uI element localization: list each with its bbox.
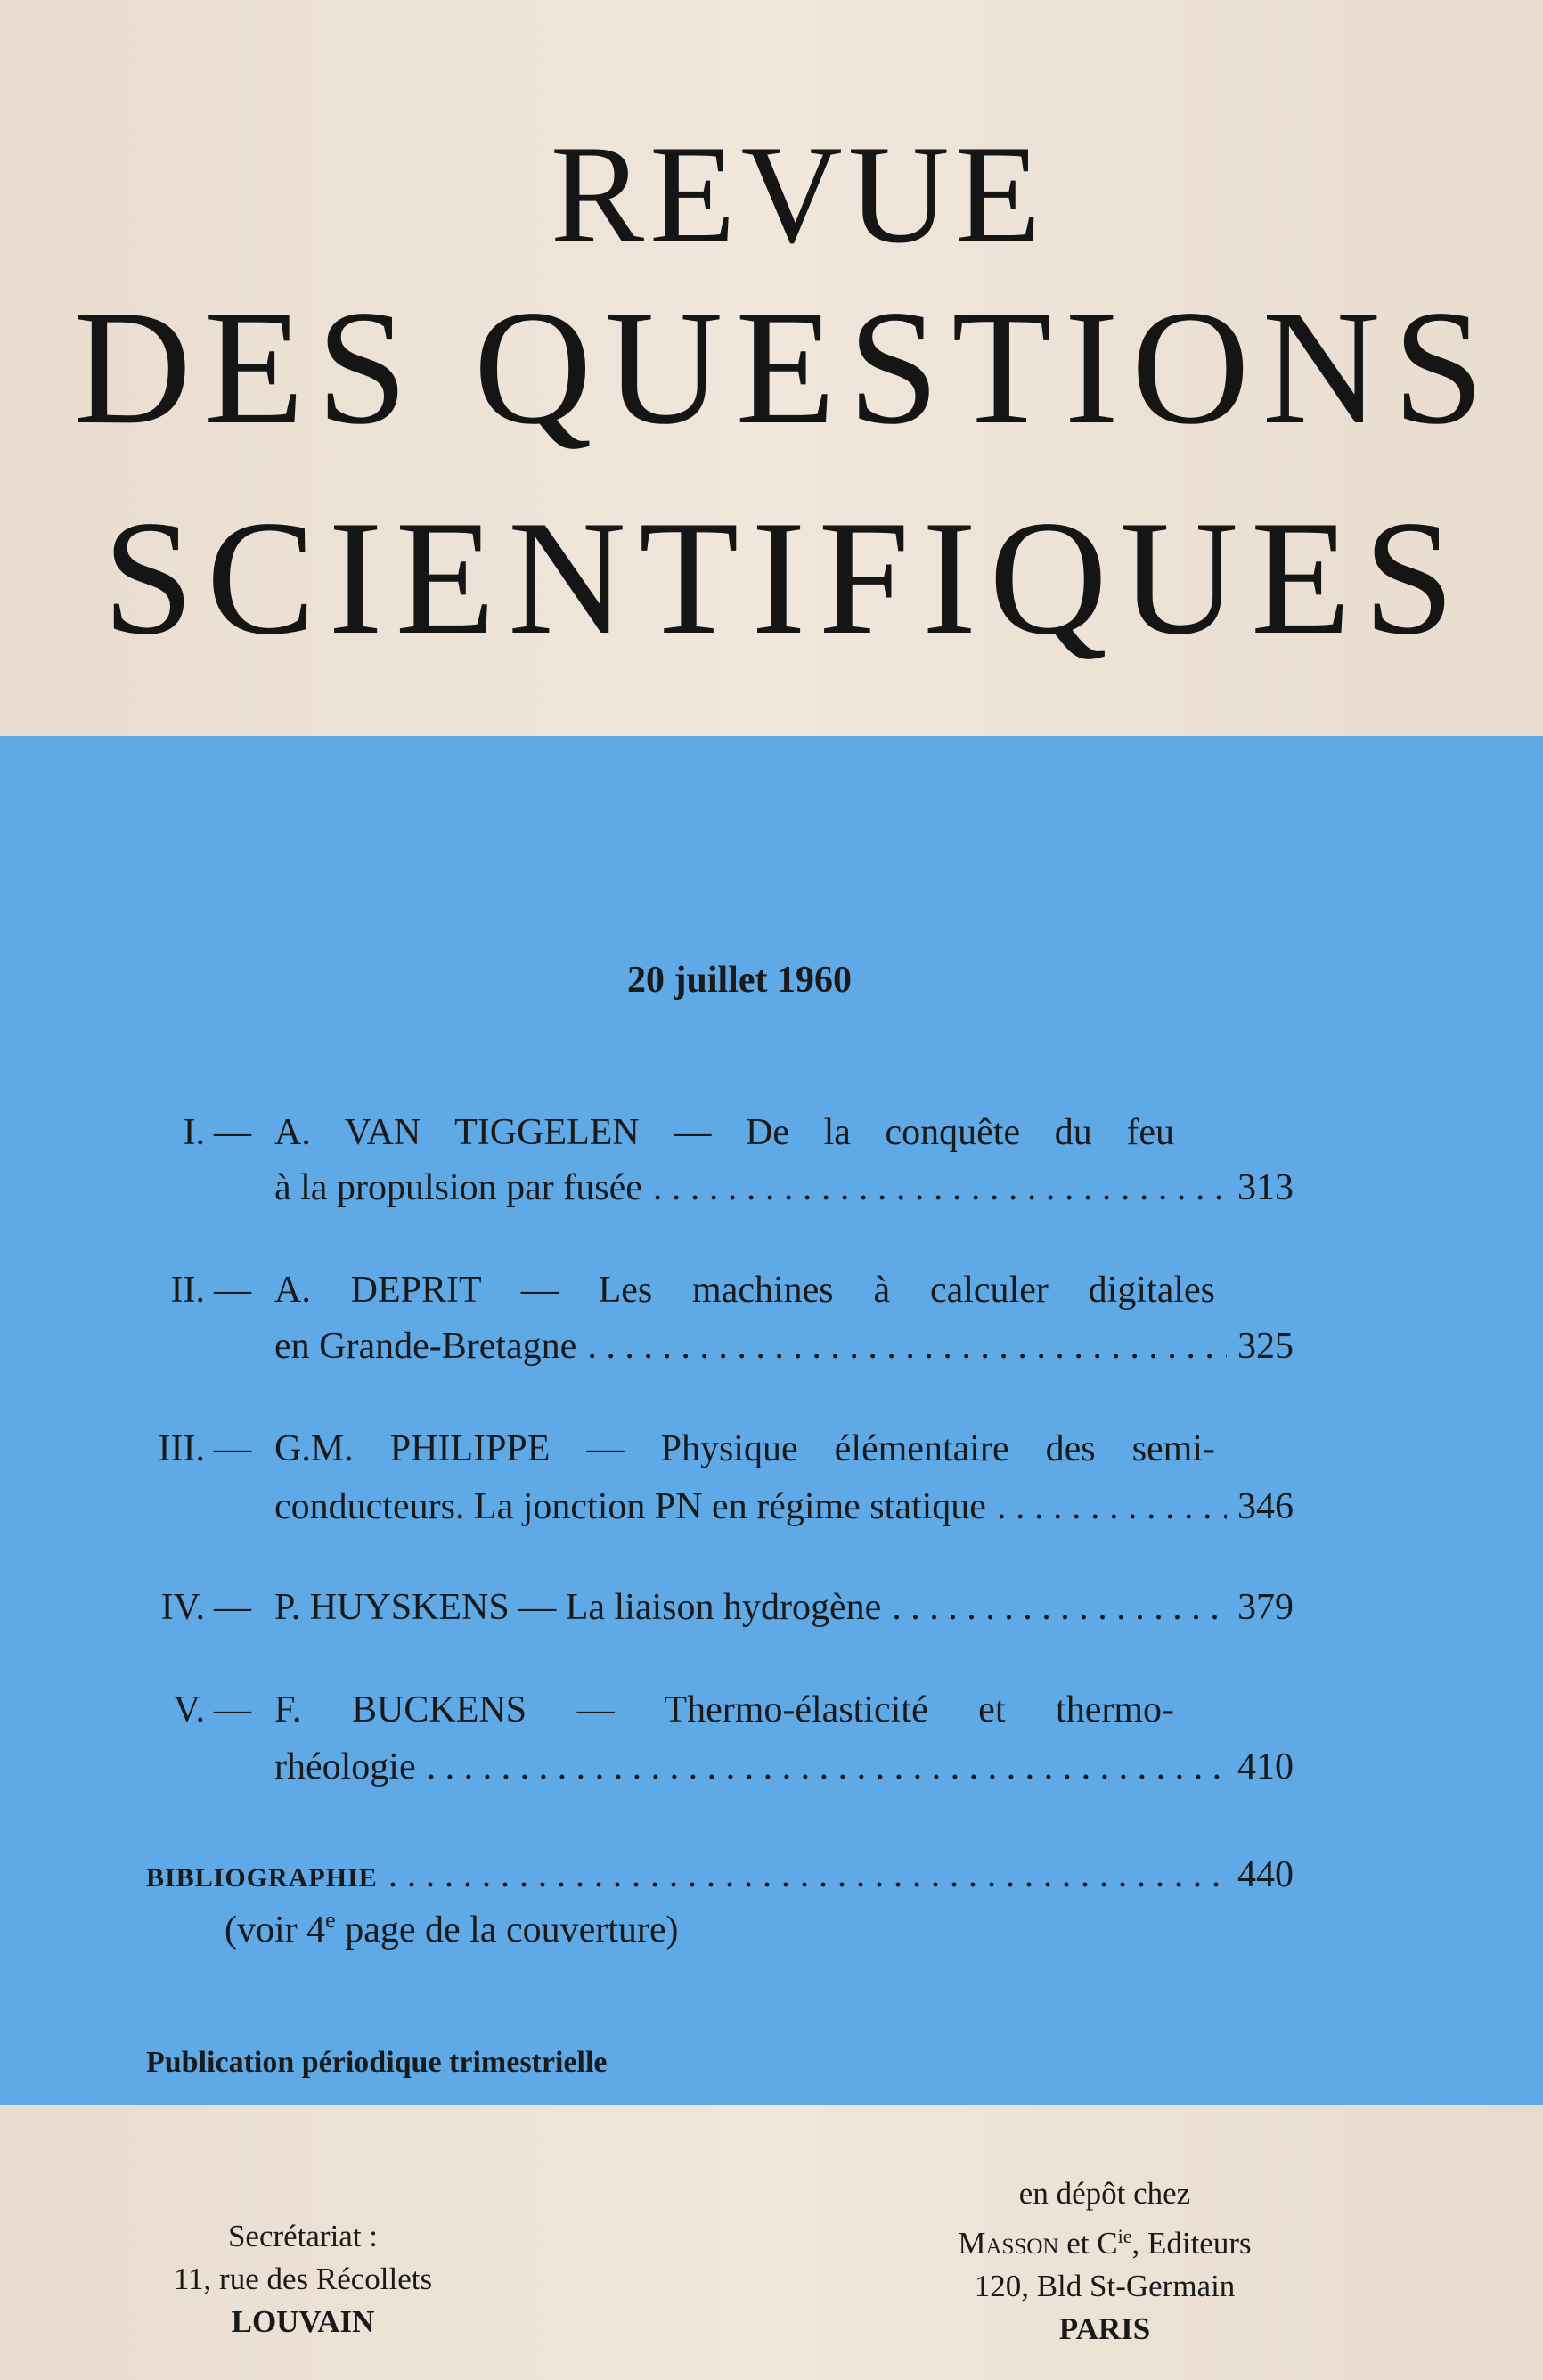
toc-entry-title: A. DEPRIT — Les machines à calculer digitales [274,1270,1215,1311]
bibliography-note-text: (voir 4 [225,1910,326,1951]
publisher-street: 120, Bld St-Germain [974,2269,1236,2303]
bibliography-note-text-end: page de la couverture) [335,1910,679,1951]
depot-label: en dépôt chez [1018,2176,1191,2211]
publisher-suffix: , Editeurs [1131,2226,1252,2261]
publisher-address [900,2172,1310,2351]
secretariat-city: LOUVAIN [231,2304,375,2339]
toc-entry-subtitle: en Grande-Bretagne [274,1326,577,1367]
dot-leader [997,1488,1227,1525]
toc-entry-continuation [274,1748,1294,1786]
bibliography-label: BIBLIOGRAPHIE [146,1863,378,1893]
periodicity-note: Publication périodique trimestrielle [146,2046,608,2079]
publisher-name: Masson [958,2226,1059,2261]
publisher-superscript: ie [1117,2225,1132,2247]
toc-dash: — [214,1428,251,1469]
dot-leader [653,1169,1227,1206]
issue-date: 20 juillet 1960 [627,960,852,1001]
toc-dash: — [214,1270,251,1311]
bibliography-note-superscript: e [325,1907,336,1933]
toc-entry-title: G.M. PHILIPPE — Physique élémentaire des semi- [274,1428,1215,1469]
dot-leader [388,1856,1227,1893]
toc-entry-subtitle: rhéologie [274,1746,416,1787]
toc-bibliography [146,1856,1294,1893]
toc-entry-subtitle: à la propulsion par fusée [274,1167,642,1208]
toc-numeral: V. [173,1689,205,1730]
toc-dash: — [214,1587,251,1628]
publisher-city: PARIS [1058,2311,1151,2346]
masthead-line-scientifiques: SCIENTIFIQUES [102,487,1467,668]
toc-dash: — [214,1689,251,1730]
secretariat-address [125,2215,481,2343]
toc-numeral: IV. [160,1587,205,1628]
toc-numeral: III. [158,1428,205,1469]
toc-entry-title: A. VAN TIGGELEN — De la conquête du feu [274,1112,1174,1153]
toc-entry-title: P. HUYSKENS — La liaison hydrogène [274,1587,882,1628]
blue-contents-band [0,736,1543,2105]
toc-page-number: 325 [1237,1326,1294,1367]
bibliography-note [225,1907,679,1951]
toc-numeral: I. [183,1112,205,1153]
bibliography-page-number: 440 [1237,1854,1294,1895]
publisher-et: et C [1058,2226,1118,2261]
toc-page-number: 410 [1237,1746,1294,1787]
secretariat-label: Secrétariat : [227,2219,379,2253]
toc-entry-continuation [274,1169,1294,1206]
dot-leader [427,1748,1227,1786]
toc-page-number: 346 [1237,1486,1294,1527]
toc-page-number: 313 [1237,1167,1294,1208]
toc-numeral: II. [170,1270,205,1311]
toc-page-number: 379 [1237,1587,1294,1628]
dot-leader [587,1328,1227,1365]
toc-entry-title: F. BUCKENS — Thermo-élasticité et thermo- [274,1689,1174,1730]
masthead-line-des-questions: DES QUESTIONS [73,276,1497,458]
toc-dash: — [214,1112,251,1153]
toc-entry-continuation [274,1328,1294,1365]
toc-entry-subtitle: conducteurs. La jonction PN en régime statique [274,1486,986,1527]
dot-leader [892,1589,1227,1626]
publisher-name-line [900,2215,1310,2265]
masthead-line-revue: REVUE [550,117,1047,273]
toc-entry-continuation [274,1488,1294,1525]
toc-entry-continuation [274,1589,1294,1626]
secretariat-street: 11, rue des Récollets [173,2261,433,2296]
